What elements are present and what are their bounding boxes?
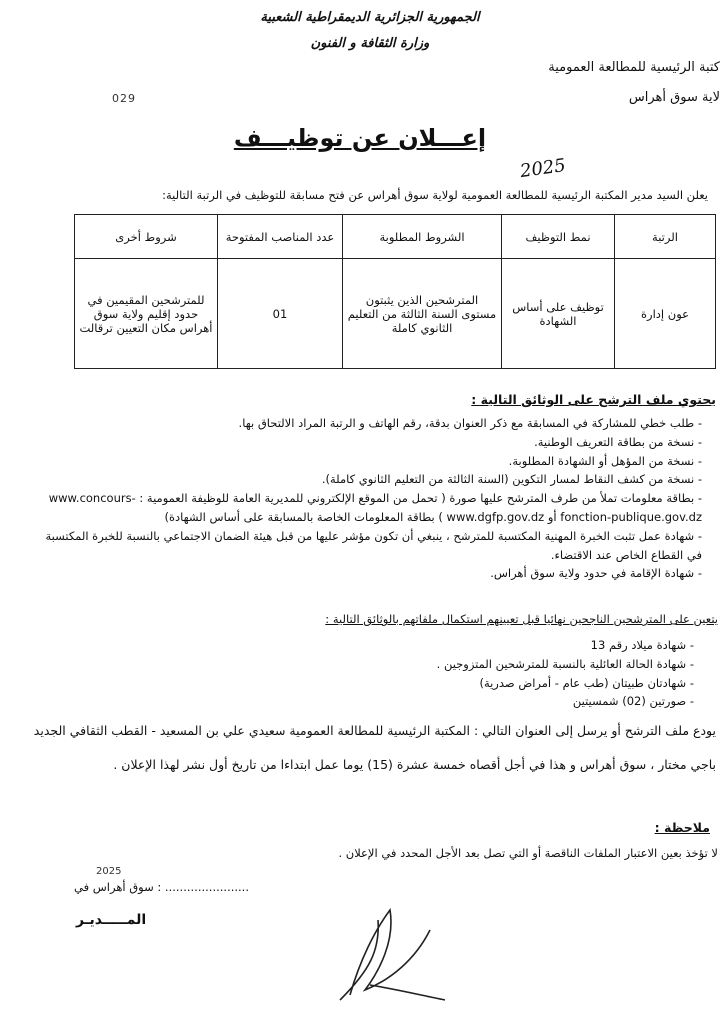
director-title: المـــــديـر [76,912,147,928]
place-date-reference: 2025 [96,866,122,877]
cell-grade: عون إدارة [615,259,716,369]
documents-list [32,414,720,583]
candidates-title: يتعين على المترشحين الناجحين نهائيا قبل تعيينهم استكمال ملفاتهم بالوثائق التالية : [325,612,718,626]
page-title: إعـــلان عن توظيـــف [233,124,487,152]
province-name: لاية سوق أهراس [628,90,720,105]
list-item: - نسخة من المؤهل أو الشهادة المطلوبة. [32,452,702,471]
note-text: لا تؤخذ بعين الاعتبار الملفات الناقصة أو التي تصل بعد الأجل المحدد في الإعلان . [338,846,718,860]
table-row [75,259,716,369]
list-item: - نسخة من بطاقة التعريف الوطنية. [32,433,702,452]
candidates-documents-list [54,636,704,711]
column-header-conditions: الشروط المطلوبة [343,215,502,259]
signature [320,900,460,1010]
list-item: - صورتين (02) شمسيتين [54,692,694,711]
list-item: - شهادة الحالة العائلية بالنسبة للمترشحين المتزوجين . [54,655,694,674]
cell-conditions: المترشحين الذين يثبتون مستوى السنة الثالثة من التعليم الثانوي كاملة [343,259,502,369]
list-item: - شهادة عمل تثبت الخبرة المهنية المكتسبة للمترشح ، ينبغي أن تكون مؤشر عليها من قبل هيئة الضمان الاجتماعي بالنسبة للخبرة المكتسبة في القطاع الخاص عند الاقتضاء. [32,527,702,565]
republic-header: الجمهورية الجزائرية الديمقراطية الشعبية [260,10,480,25]
cell-other-conditions: للمترشحين المقيمين في حدود إقليم ولاية سوق أهراس مكان التعيين ترقالت [75,259,218,369]
column-header-other-conditions: شروط أخرى [75,215,218,259]
column-header-grade: الرتبة [615,215,716,259]
list-item: - بطاقة معلومات تملأ من طرف المترشح عليها صورة ( تحمل من الموقع الإلكتروني للمديرية العامة للوظيفة العمومية : www.concours-fonction-publique.gov.dz أو www.dgfp.gov.dz ) بطاقة المعلومات الخاصة بالمسابقة على أساس الشهادة) [32,489,702,527]
list-item: - شهادة الإقامة في حدود ولاية سوق أهراس. [32,564,702,583]
column-header-recruitment-mode: نمط التوظيف [502,215,615,259]
column-header-positions-count: عدد المناصب المفتوحة [218,215,343,259]
reference-number: 029 [112,92,136,105]
list-item: - طلب خطي للمشاركة في المسابقة مع ذكر العنوان بدقة، رقم الهاتف و الرتبة المراد الالتحاق بها. [32,414,702,433]
submission-instructions: يودع ملف الترشح أو يرسل إلى العنوان التالي : المكتبة الرئيسية للمطالعة العمومية سعيدي علي بن المسعيد - القطب الثقافي الجديد باجي مختار ، سوق أهراس و هذا في أجل أقصاه خمسة عشرة (15) يوما عمل ابتداءا من تاريخ أول نشر لهذا الإعلان . [33,723,716,772]
table-header-row [75,215,716,259]
cell-recruitment-mode: توظيف على أساس الشهادة [502,259,615,369]
list-item: - شهادتان طبيتان (طب عام - أمراض صدرية) [54,674,694,693]
dossier-title: يحتوي ملف الترشح على الوثائق التالية : [471,392,716,407]
handwritten-date: 2025 [518,154,568,183]
list-item: - شهادة ميلاد رقم 13 [54,636,694,655]
intro-text: يعلن السيد مدير المكتبة الرئيسية للمطالعة العمومية لولاية سوق أهراس عن فتح مسابقة للتوظيف في الرتبة التالية: [162,188,708,202]
list-item: - نسخة من كشف النقاط لمسار التكوين (السنة الثالثة من التعليم الثانوي كاملة). [32,470,702,489]
place-date-line: سوق أهراس في : ....................... [74,880,249,894]
note-title: ملاحظة : [654,820,710,835]
library-name: كتبة الرئيسية للمطالعة العمومية [548,60,720,75]
ministry-header: وزارة الثقافة و الفنون [310,36,430,51]
cell-positions-count: 01 [218,259,343,369]
positions-table [74,214,716,369]
